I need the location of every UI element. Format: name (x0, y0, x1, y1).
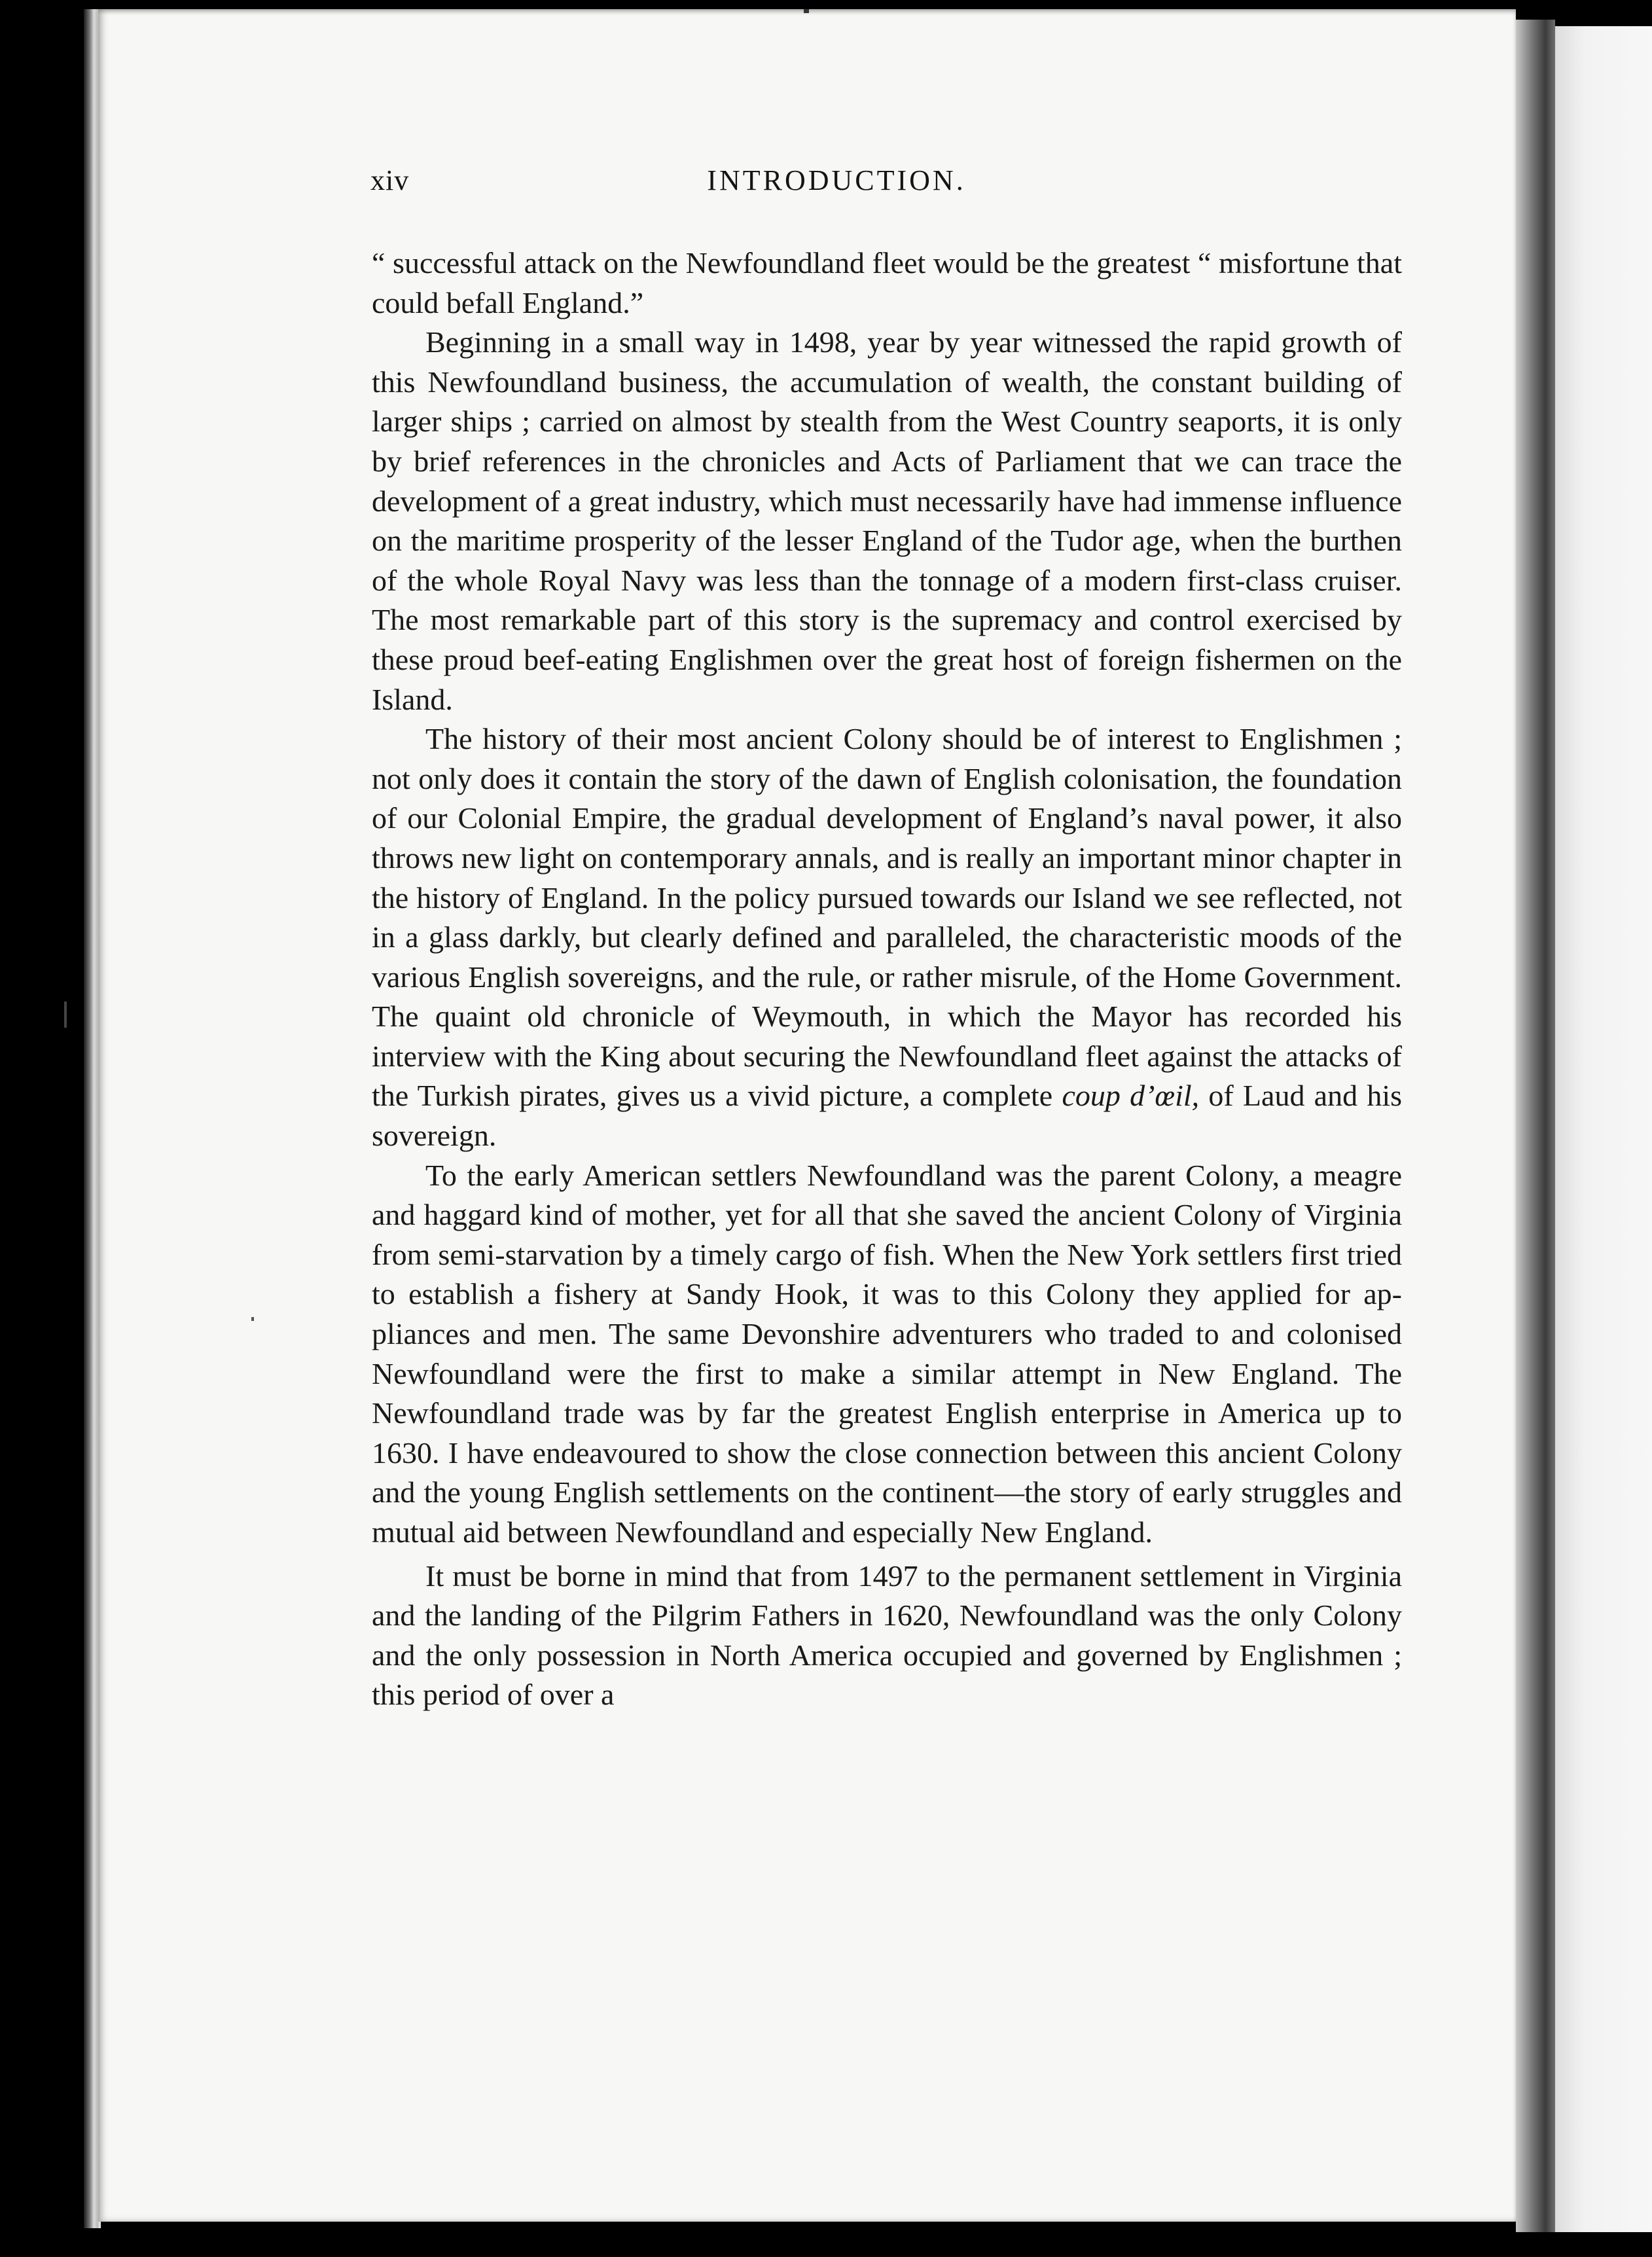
binding-gutter-shadow (1516, 20, 1555, 2232)
paragraph-text: The history of their most ancient Colony should be of interest to Englishmen ; not only does it contain the story of the dawn of English colonisation, the foundation of our Colonial Empire, the gradual development of England’s naval power, it also throws new light on contemporary annals, and is really an important minor chapter in the history of England. In the policy pursued towards our Island we see reflected, not in a glass darkly, but clearly defined and paralleled, the characteristic moods of the various English sovereigns, and the rule, or rather misrule, of the Home Government. The quaint old chronicle of Weymouth, in which the Mayor has recorded his interview with the King about securing the Newfoundland fleet against the attacks of the Turkish pirates, gives us a vivid picture, a complete (372, 722, 1402, 1113)
paragraph (372, 719, 1402, 1156)
paragraph (372, 323, 1402, 719)
scan-speck (251, 1317, 254, 1321)
paragraph-text: Beginning in a small way in 1498, year by year witnessed the rapid growth of this Newfoundland business, the accumulation of wealth, the constant building of larger ships ; carried on almost by stealth from the West Country seaports, it is only by brief references in the chronicles and Acts of Parliament that we can trace the development of a great industry, which must necessarily have had immense influence on the maritime prosperity of the lesser England of the Tudor age, when the burthen of the whole Royal Navy was less than the tonnage of a modern first-class cruiser. The most remarkable part of this story is the supremacy and control exercised by these proud beef-eating Englishmen over the great host of foreign fishermen on the Island. (372, 325, 1402, 716)
body-text (372, 244, 1402, 1715)
scan-speck (804, 9, 809, 13)
paragraph-text: To the early American settlers Newfoundland was the parent Colony, a meagre and haggard kind of mother, yet for all that she saved the ancient Colony of Virginia from semi-starvation by a timely cargo of fish. When the New York settlers first tried to establish a fishery at Sandy Hook, it was to this Colony they applied for appliances and men. The same Devonshire adventurers who traded to and colonised Newfoundland were the first to make a similar attempt in New England. The Newfoundland trade was by far the greatest English enterprise in America up to 1630. I have endeavoured to show the close connection between this ancient Colony and the young English settlements on the continent—the story of early struggles and mutual aid between Newfoundland and especially New England. (372, 1158, 1402, 1549)
italic-phrase: coup d’œil, (1062, 1079, 1200, 1113)
running-head (274, 164, 1399, 209)
paragraph-text: “ successful attack on the Newfoundland fleet would be the greatest “ misfortune that could befall England.” (372, 246, 1402, 319)
facing-page-edge (1555, 26, 1652, 2232)
paragraph (372, 244, 1402, 323)
page-number: xiv (370, 164, 410, 196)
paragraph (372, 1156, 1402, 1553)
running-title: INTRODUCTION. (707, 164, 966, 196)
paragraph (372, 1557, 1402, 1715)
scan-speck (64, 1002, 67, 1028)
paragraph-tail: of Laud and his sovereign. (372, 1079, 1402, 1153)
paragraph-text: It must be borne in mind that from 1497 to the permanent settlement in Virginia and the landing of the Pilgrim Fathers in 1620, Newfoundland was the only Colony and the only possession in North America occupied and governed by Englishmen ; this period of over a (372, 1559, 1402, 1712)
